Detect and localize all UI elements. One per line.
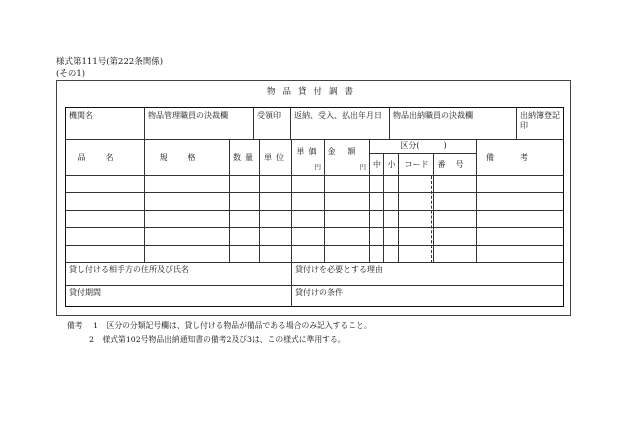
receipt-stamp-label: 受領印 (257, 111, 281, 120)
table-cell[interactable] (66, 246, 145, 263)
col-item (66, 140, 145, 176)
note-2 (89, 334, 346, 345)
col-unit-price (292, 140, 325, 176)
col-amount-label: 金額 (327, 147, 368, 156)
ledger-entry-label: 出納簿登記印 (520, 111, 560, 130)
table-cell[interactable] (145, 193, 230, 210)
table-cell[interactable] (145, 176, 230, 193)
col-number-label: 番号 (437, 160, 474, 169)
col-remarks-label: 備考 (486, 153, 554, 162)
col-qty-label: 数量 (233, 153, 257, 162)
table-cell[interactable] (230, 176, 260, 193)
table-cell[interactable] (370, 246, 384, 263)
manager-approval-cell (145, 108, 254, 140)
table-cell[interactable] (384, 228, 399, 245)
col-category (370, 140, 477, 154)
table-cell[interactable] (384, 176, 399, 193)
col-spec (145, 140, 230, 176)
table-cell[interactable] (370, 228, 384, 245)
col-unit-price-yen: 円 (314, 163, 321, 171)
issuer-approval-label: 物品出納職員の決裁欄 (393, 111, 473, 120)
form-number: 様式第111号(第222条関係) (56, 57, 164, 67)
form-sub-number: (その1) (56, 69, 86, 79)
table-cell[interactable] (434, 193, 477, 210)
table-cell[interactable] (477, 228, 563, 245)
note-1-text: 区分の分類記号欄は、貸し付ける物品が備品である場合のみ記入すること。 (106, 321, 372, 330)
table-cell[interactable] (477, 193, 563, 210)
col-spec-label: 規格 (159, 153, 216, 162)
table-cell[interactable] (477, 246, 563, 263)
form-sheet (56, 80, 571, 316)
table-cell[interactable] (230, 193, 260, 210)
period-cell[interactable] (66, 286, 292, 306)
note-1-num: 1 (93, 321, 99, 330)
table-cell[interactable] (66, 211, 145, 228)
manager-approval-label: 物品管理職員の決裁欄 (148, 111, 228, 120)
table-cell[interactable] (325, 211, 370, 228)
col-code-label: コード (404, 160, 429, 169)
table-cell[interactable] (145, 211, 230, 228)
table-cell[interactable] (399, 193, 434, 210)
return-date-label: 返納、受入、払出年月日 (294, 111, 382, 120)
col-unit (260, 140, 292, 176)
col-remarks (477, 140, 563, 176)
col-code (399, 154, 434, 176)
table-cell[interactable] (260, 176, 292, 193)
conditions-label: 貸付けの条件 (295, 288, 343, 297)
table-cell[interactable] (434, 228, 477, 245)
col-item-label: 品名 (77, 153, 134, 162)
table-cell[interactable] (260, 211, 292, 228)
notes-label: 備考 (67, 321, 83, 330)
table-cell[interactable] (292, 193, 325, 210)
agency-cell (66, 108, 145, 140)
ledger-entry-cell (517, 108, 563, 140)
code-divider (431, 176, 432, 263)
period-label: 貸付期間 (69, 288, 101, 297)
conditions-cell[interactable] (292, 286, 563, 306)
table-cell[interactable] (292, 246, 325, 263)
col-middle (370, 154, 384, 176)
table-cell[interactable] (434, 211, 477, 228)
table-cell[interactable] (292, 211, 325, 228)
col-small-label: 小 (387, 160, 396, 169)
note-2-num: 2 (89, 335, 94, 344)
col-qty (230, 140, 260, 176)
note-1 (67, 320, 372, 331)
table-cell[interactable] (230, 246, 260, 263)
return-date-cell (291, 108, 390, 140)
table-cell[interactable] (384, 211, 399, 228)
table-cell[interactable] (260, 193, 292, 210)
col-unit-price-label: 単価 (296, 147, 321, 156)
table-cell[interactable] (325, 176, 370, 193)
table-cell[interactable] (292, 176, 325, 193)
form-title: 物品貸付調書 (266, 87, 360, 97)
receipt-stamp-cell (254, 108, 291, 140)
col-amount-yen: 円 (359, 163, 366, 171)
issuer-approval-cell (390, 108, 517, 140)
table-cell[interactable] (260, 228, 292, 245)
table-cell[interactable] (399, 211, 434, 228)
table-cell[interactable] (260, 246, 292, 263)
table-cell[interactable] (325, 246, 370, 263)
col-amount (325, 140, 370, 176)
table-cell[interactable] (145, 246, 230, 263)
table-cell[interactable] (370, 211, 384, 228)
table-cell[interactable] (384, 246, 399, 263)
col-unit-label: 単位 (264, 153, 288, 162)
note-2-text: 様式第102号物品出納通知書の備考2及び3は、この様式に準用する。 (102, 335, 346, 344)
table-cell[interactable] (399, 246, 434, 263)
table-cell[interactable] (399, 228, 434, 245)
table-cell[interactable] (434, 176, 477, 193)
agency-label: 機関名 (69, 111, 93, 120)
table-cell[interactable] (325, 193, 370, 210)
table-cell[interactable] (384, 193, 399, 210)
table-cell[interactable] (145, 228, 230, 245)
table-cell[interactable] (230, 228, 260, 245)
table-cell[interactable] (230, 211, 260, 228)
table-cell[interactable] (66, 193, 145, 210)
col-small (384, 154, 399, 176)
table-cell[interactable] (325, 228, 370, 245)
borrower-cell[interactable] (66, 263, 292, 286)
reason-label: 貸付けを必要とする理由 (295, 265, 383, 274)
form-table (65, 107, 564, 307)
col-number (434, 154, 477, 176)
col-category-label: 区分( ) (400, 141, 447, 150)
table-cell[interactable] (66, 228, 145, 245)
col-middle-label: 中 (373, 160, 381, 169)
reason-cell[interactable] (292, 263, 563, 286)
table-cell[interactable] (66, 176, 145, 193)
table-cell[interactable] (399, 176, 434, 193)
table-cell[interactable] (370, 176, 384, 193)
table-cell[interactable] (477, 176, 563, 193)
table-cell[interactable] (477, 211, 563, 228)
table-cell[interactable] (434, 246, 477, 263)
borrower-label: 貸し付ける相手方の住所及び氏名 (69, 265, 189, 274)
table-cell[interactable] (292, 228, 325, 245)
table-cell[interactable] (370, 193, 384, 210)
